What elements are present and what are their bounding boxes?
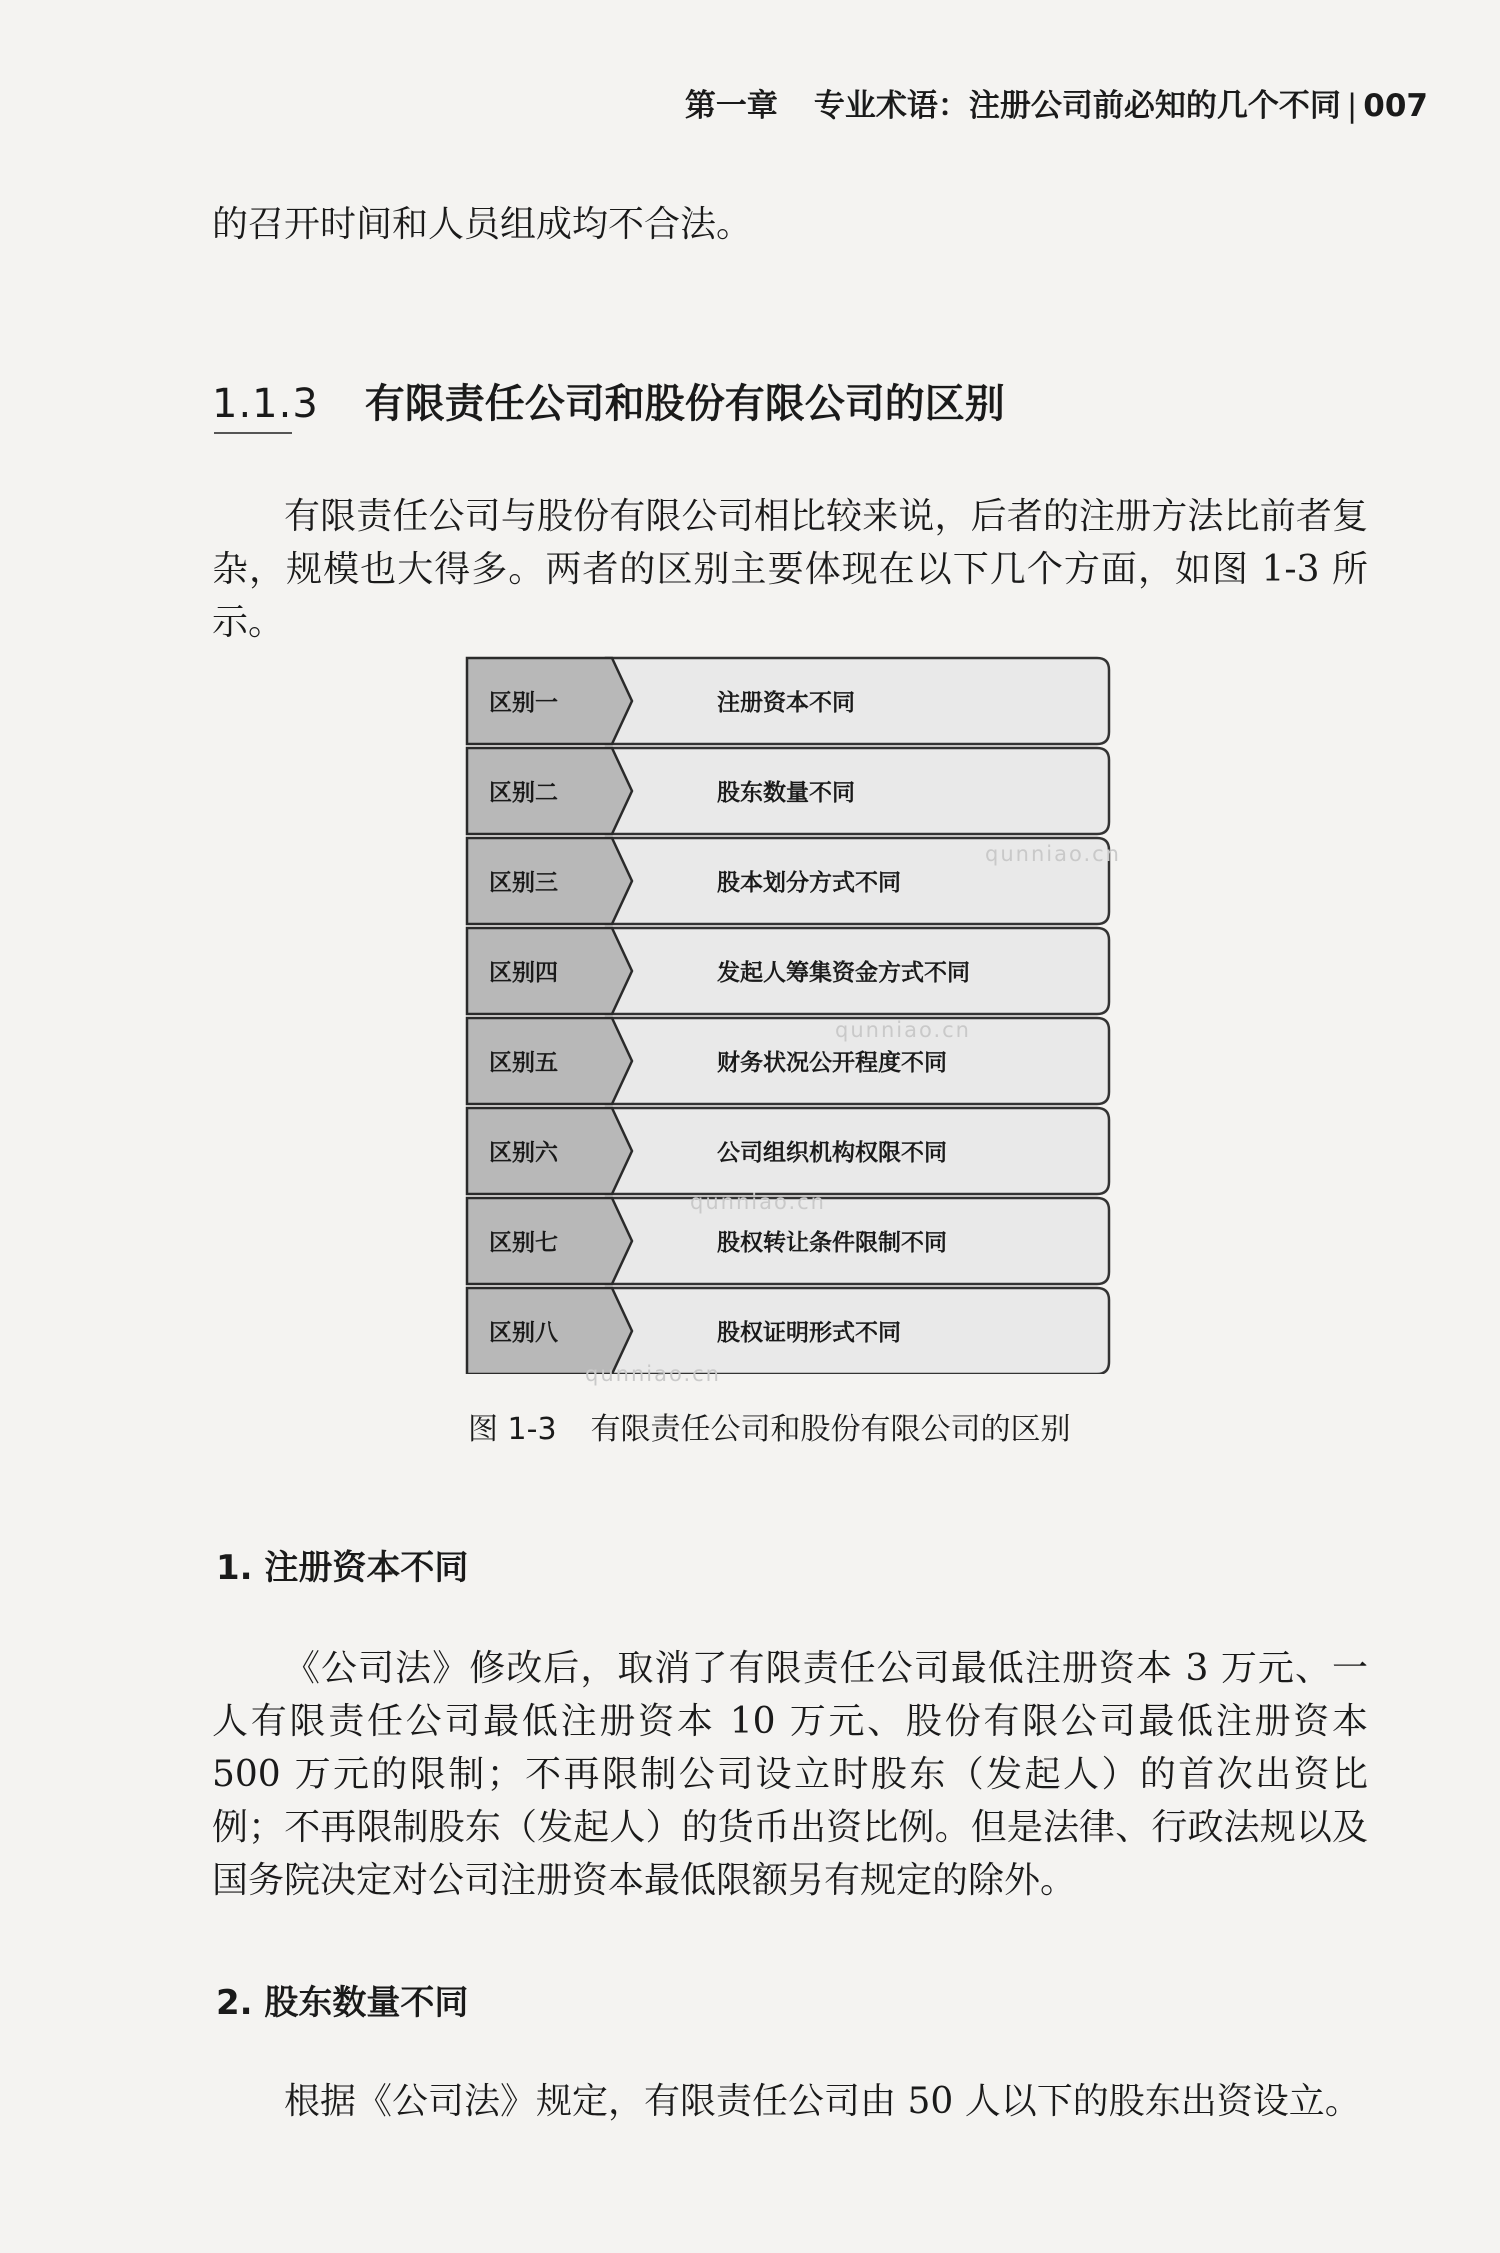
header-title: 专业术语：注册公司前必知的几个不同 [813, 88, 1341, 124]
diagram-label: 区别四 [489, 960, 558, 986]
diagram-label: 区别三 [489, 870, 558, 896]
diagram-row [467, 1288, 1109, 1374]
figure-number: 图 1-3 [468, 1412, 557, 1447]
diagram-item-text: 注册资本不同 [717, 690, 855, 716]
subsection-2-title: 2. 股东数量不同 [216, 1983, 469, 2023]
section-rule [214, 432, 292, 434]
diagram-row [467, 1018, 1109, 1104]
section-heading [212, 372, 1005, 429]
diagram-row [467, 748, 1109, 834]
watermark: qunniao.cn [585, 1362, 721, 1386]
diagram-item-text: 股本划分方式不同 [717, 870, 901, 896]
diagram-item-text: 股权证明形式不同 [717, 1320, 901, 1346]
subsection-2-paragraph: 根据《公司法》规定，有限责任公司由 50 人以下的股东出资设立。 [284, 2081, 1361, 2122]
diagram-row [467, 658, 1109, 744]
diagram-label: 区别五 [489, 1050, 558, 1076]
diagram-item-text: 公司组织机构权限不同 [717, 1140, 947, 1166]
section-number: 1.1.3 [212, 381, 319, 427]
section-paragraph: 有限责任公司与股份有限公司相比较来说，后者的注册方法比前者复杂，规模也大得多。两者的区别主要体现在以下几个方面，如图 1-3 所示。 [212, 496, 1368, 643]
figure-caption [468, 1404, 1071, 1448]
diagram-item-text: 发起人筹集资金方式不同 [717, 960, 970, 986]
watermark: qunniao.cn [690, 1190, 826, 1214]
running-header [685, 80, 1428, 125]
differences-diagram [459, 654, 1115, 1374]
figure-caption-text: 有限责任公司和股份有限公司的区别 [590, 1412, 1071, 1447]
section-title: 有限责任公司和股份有限公司的区别 [364, 381, 1005, 427]
page-number: 007 [1363, 88, 1428, 124]
diagram-label: 区别一 [489, 690, 558, 716]
intro-line: 的召开时间和人员组成均不合法。 [212, 204, 753, 245]
watermark: qunniao.cn [985, 842, 1121, 866]
subsection-1-title: 1. 注册资本不同 [216, 1548, 469, 1588]
diagram-row [467, 1108, 1109, 1194]
diagram-label: 区别七 [489, 1230, 558, 1256]
diagram-item-text: 股权转让条件限制不同 [717, 1230, 947, 1256]
diagram-item-text: 股东数量不同 [717, 780, 855, 806]
header-separator: | [1346, 88, 1358, 124]
diagram-row [467, 928, 1109, 1014]
diagram-text-box [606, 658, 1109, 744]
diagram-text-box [606, 748, 1109, 834]
diagram-label: 区别八 [489, 1320, 558, 1346]
header-chapter: 第一章 [684, 88, 778, 124]
diagram-label: 区别二 [489, 780, 558, 806]
watermark: qunniao.cn [835, 1018, 971, 1042]
subsection-1-paragraph: 《公司法》修改后，取消了有限责任公司最低注册资本 3 万元、一人有限责任公司最低注册资本 10 万元、股份有限公司最低注册资本 500 万元的限制；不再限制公司设立时股东（发起人）的首次出资比例；不再限制股东（发起人）的货币出资比例。但是法律、行政法规以及国务院决定对公司注册资本最低限额另有规定的除外。 [212, 1648, 1368, 1901]
diagram-item-text: 财务状况公开程度不同 [717, 1050, 947, 1076]
differences-diagram-svg [459, 654, 1115, 1374]
diagram-label: 区别六 [489, 1140, 558, 1166]
